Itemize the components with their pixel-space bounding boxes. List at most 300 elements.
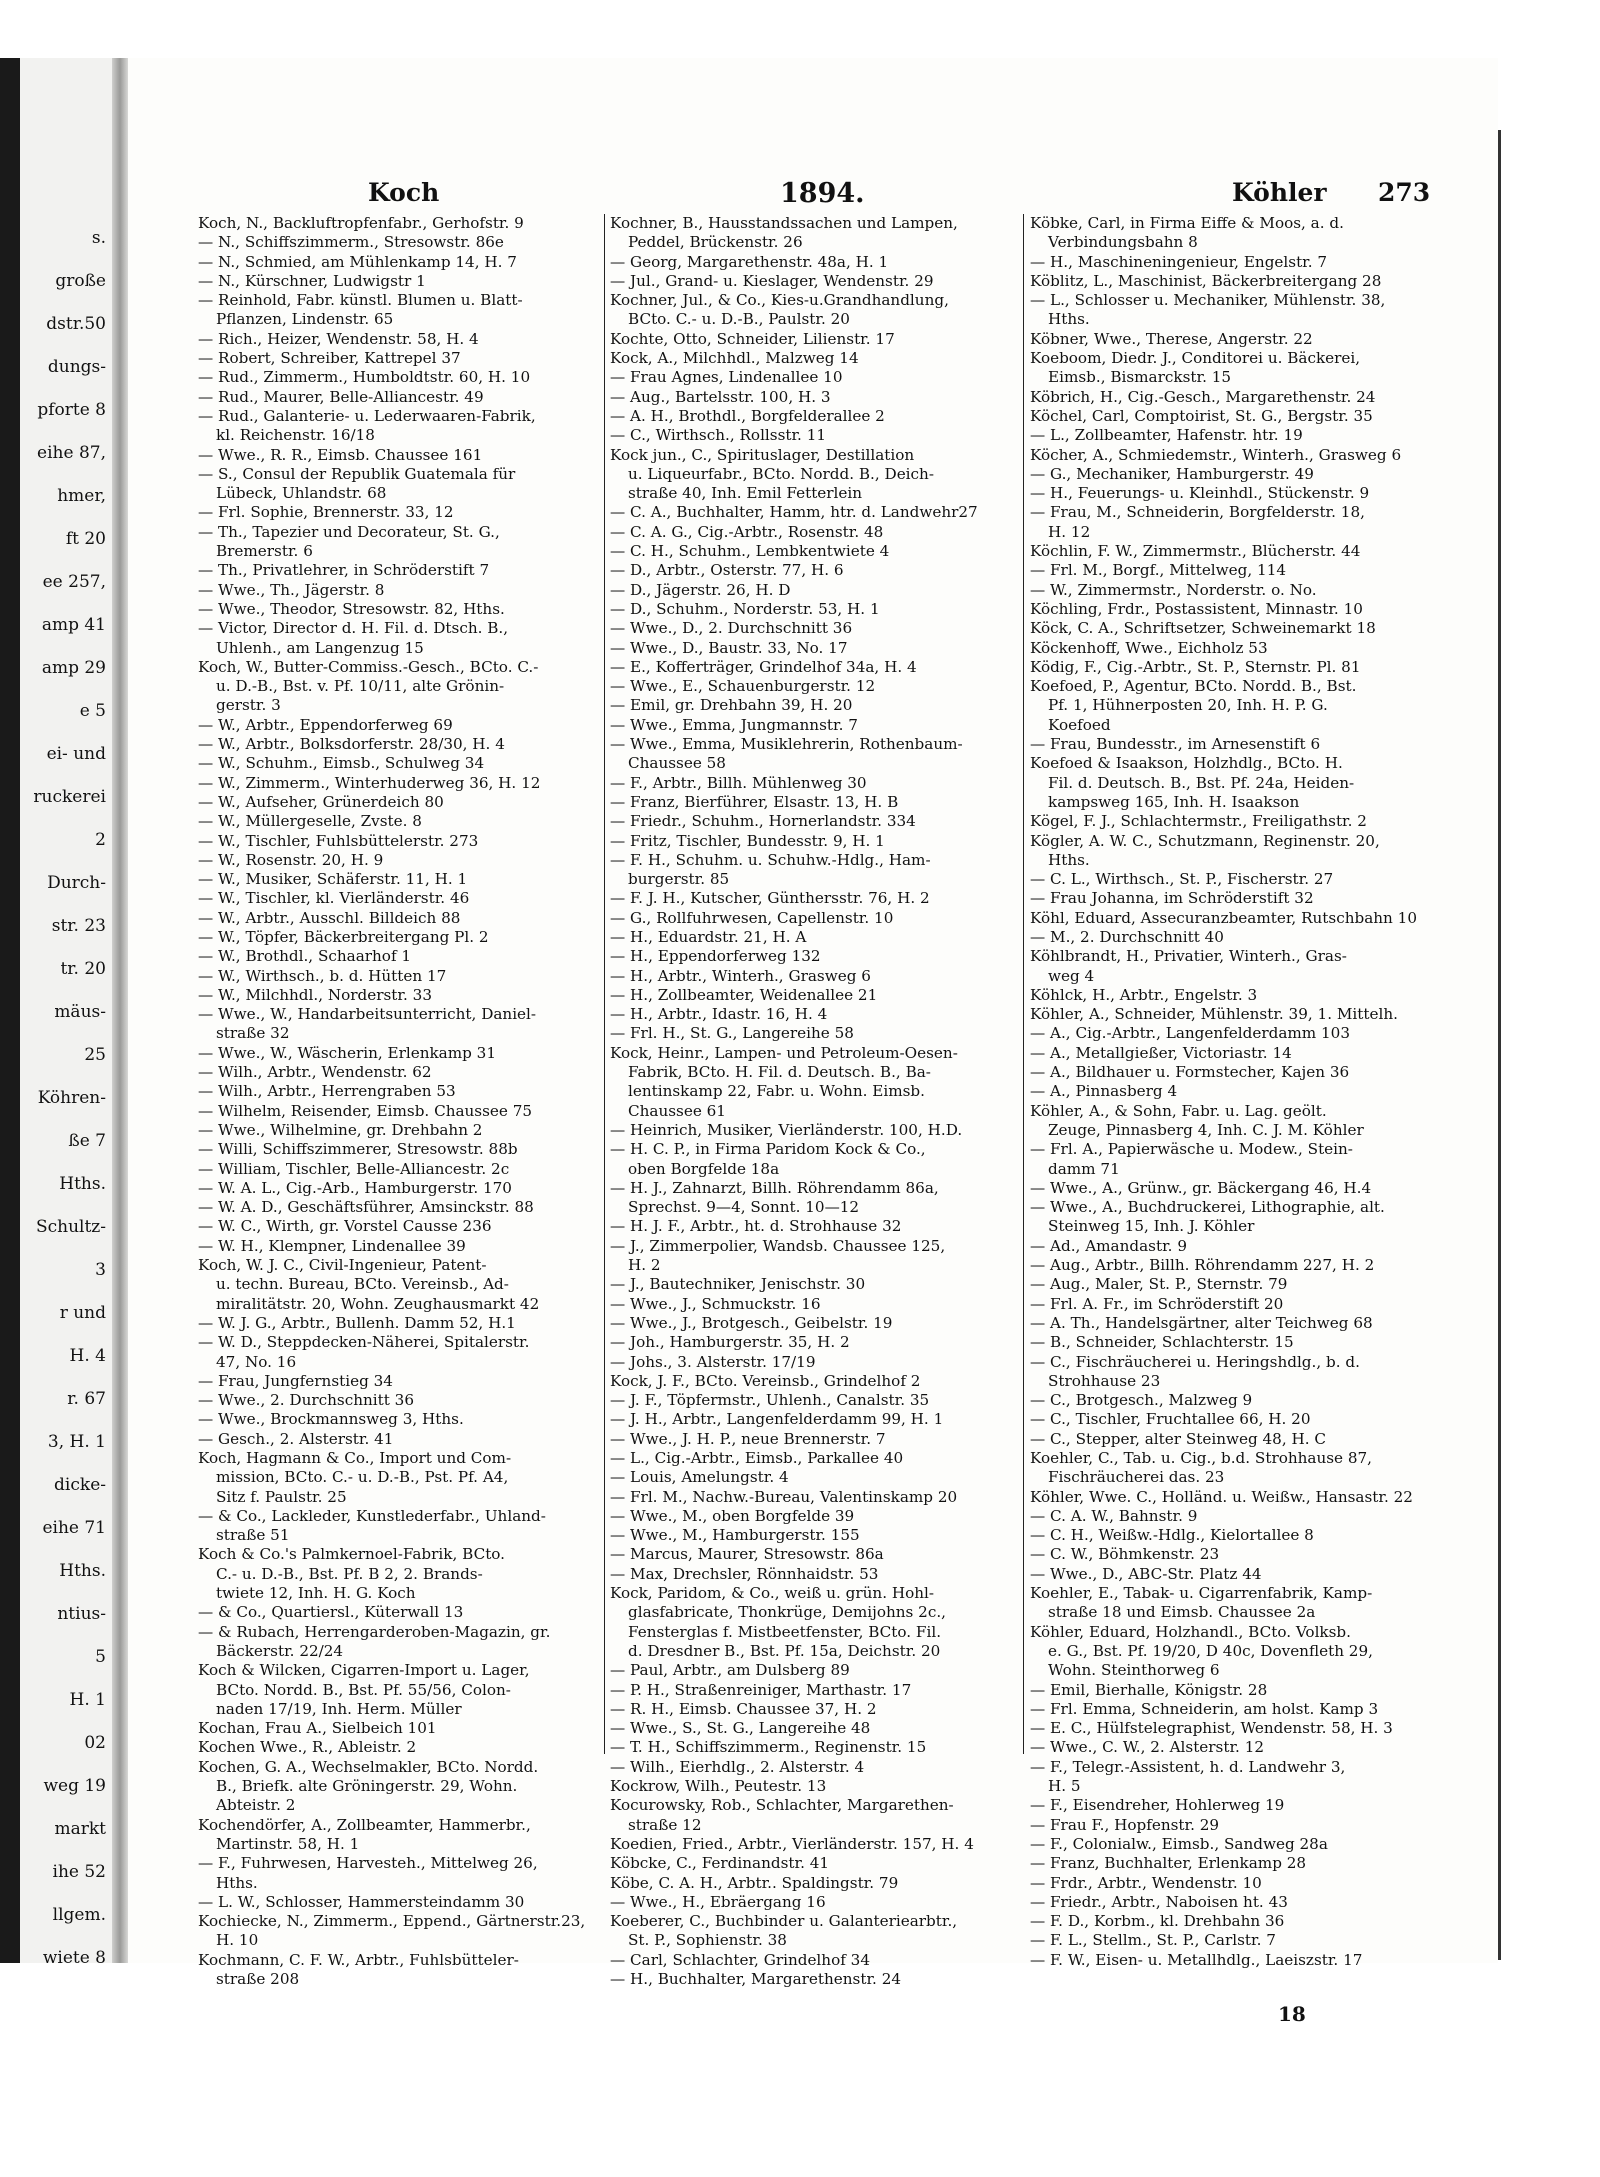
directory-entry: — C. H., Schuhm., Lembkentwiete 4 <box>610 542 890 561</box>
directory-entry: Koehler, C., Tab. u. Cig., b.d. Strohhause 87, <box>1030 1449 1373 1467</box>
prev-page-text: ei- und <box>46 744 106 764</box>
directory-entry: — L., Schlosser u. Mechaniker, Mühlenstr. 38, <box>1030 291 1386 310</box>
directory-entry: — Wwe., J. H. P., neue Brennerstr. 7 <box>610 1429 886 1448</box>
directory-entry: — D., Arbtr., Osterstr. 77, H. 6 <box>610 561 844 580</box>
directory-entry-continuation: kampsweg 165, Inh. H. Isaakson <box>1048 792 1300 811</box>
directory-entry: Köck, C. A., Schriftsetzer, Schweinemarkt 18 <box>1030 619 1376 638</box>
directory-entry: Kock, J. F., BCto. Vereinsb., Grindelhof 2 <box>610 1371 921 1390</box>
directory-entry: — Wwe., R. R., Eimsb. Chaussee 161 <box>198 445 483 464</box>
directory-entry: — A. H., Brothdl., Borgfelderallee 2 <box>610 406 885 425</box>
directory-entry-continuation: Uhlenh., am Langenzug 15 <box>216 638 424 657</box>
directory-entry: — Frdr., Arbtr., Wendenstr. 10 <box>1030 1873 1262 1892</box>
prev-page-text: dstr.50 <box>46 314 106 334</box>
prev-page-text: amp 41 <box>41 615 106 635</box>
directory-entry: — W. D., Steppdecken-Näherei, Spitalerstr. <box>198 1333 530 1352</box>
directory-entry-continuation: gerstr. 3 <box>216 696 281 715</box>
directory-entry: Kochner, B., Hausstandssachen und Lampen, <box>610 214 958 232</box>
directory-entry: Köbcke, C., Ferdinandstr. 41 <box>610 1854 830 1873</box>
directory-entry-continuation: BCto. C.- u. D.-B., Paulstr. 20 <box>628 310 850 329</box>
prev-page-text: eihe 87, <box>37 443 106 463</box>
directory-entry: — C., Stepper, alter Steinweg 48, H. C <box>1030 1429 1327 1448</box>
directory-entry: — Georg, Margarethenstr. 48a, H. 1 <box>610 252 889 271</box>
directory-entry: — H., Arbtr., Idastr. 16, H. 4 <box>610 1005 828 1024</box>
prev-page-text: ee 257, <box>42 572 106 592</box>
directory-entry: — Wwe., A., Buchdruckerei, Lithographie, alt. <box>1030 1198 1385 1217</box>
directory-entry-continuation: miralitätstr. 20, Wohn. Zeughausmarkt 42 <box>216 1294 540 1313</box>
directory-entry: — C. A. W., Bahnstr. 9 <box>1030 1506 1198 1525</box>
directory-entry-continuation: Strohhause 23 <box>1048 1371 1161 1390</box>
directory-entry: — W., Aufseher, Grünerdeich 80 <box>198 792 444 811</box>
directory-entry: Kögler, A. W. C., Schutzmann, Reginenstr. 20, <box>1030 831 1380 850</box>
directory-entry: — Wwe., M., Hamburgerstr. 155 <box>610 1526 860 1545</box>
prev-page-text: markt <box>54 1819 106 1839</box>
directory-entry: Köhler, Wwe. C., Holländ. u. Weißw., Hansastr. 22 <box>1030 1487 1413 1506</box>
directory-entry: — W., Töpfer, Bäckerbreitergang Pl. 2 <box>198 927 489 946</box>
prev-page-text: 2 <box>95 830 106 850</box>
directory-entry-continuation: Eimsb., Bismarckstr. 15 <box>1048 368 1232 387</box>
directory-entry: — Rud., Maurer, Belle-Alliancestr. 49 <box>198 387 484 406</box>
directory-entry: Kockrow, Wilh., Peutestr. 13 <box>610 1777 827 1796</box>
directory-entry: — Wwe., D., Baustr. 33, No. 17 <box>610 638 848 657</box>
directory-entry-continuation: u. Liqueurfabr., BCto. Nordd. B., Deich- <box>628 464 934 483</box>
directory-entry-continuation: Chaussee 58 <box>628 754 726 773</box>
directory-entry: — Joh., Hamburgerstr. 35, H. 2 <box>610 1333 850 1352</box>
running-head-year: 1894. <box>780 178 865 209</box>
directory-entry: — W., Schuhm., Eimsb., Schulweg 34 <box>198 754 485 773</box>
directory-entry-continuation: e. G., Bst. Pf. 19/20, D 40c, Dovenfleth 29, <box>1048 1641 1373 1660</box>
directory-entry: — H. C. P., in Firma Paridom Kock & Co., <box>610 1140 926 1159</box>
directory-entry: Kögel, F. J., Schlachtermstr., Freiligathstr. 2 <box>1030 812 1367 831</box>
prev-page-text: Durch- <box>47 873 106 893</box>
directory-entry: Köchling, Frdr., Postassistent, Minnastr. 10 <box>1030 599 1363 618</box>
prev-page-text: amp 29 <box>41 658 106 678</box>
directory-entry: Kochmann, C. F. W., Arbtr., Fuhlsbütteler- <box>198 1950 519 1969</box>
directory-entry: — Wwe., J., Schmuckstr. 16 <box>610 1294 821 1313</box>
page-edge <box>1498 130 1501 1960</box>
directory-entry: — C. L., Wirthsch., St. P., Fischerstr. 27 <box>1030 870 1334 889</box>
directory-entry-continuation: twiete 12, Inh. H. G. Koch <box>216 1584 416 1603</box>
directory-entry: Kock, Paridom, & Co., weiß u. grün. Hohl- <box>610 1584 935 1603</box>
directory-entry: — Emil, gr. Drehbahn 39, H. 20 <box>610 696 853 715</box>
prev-page-text: ihe 52 <box>52 1862 106 1882</box>
directory-entry: Köbrich, H., Cig.-Gesch., Margarethenstr. 24 <box>1030 387 1376 406</box>
directory-entry: — L., Zollbeamter, Hafenstr. htr. 19 <box>1030 426 1303 445</box>
directory-entry-continuation: H. 10 <box>216 1931 259 1950</box>
directory-entry: — Wwe., H., Ebräergang 16 <box>610 1892 826 1911</box>
directory-entry: — W. A. L., Cig.-Arb., Hamburgerstr. 170 <box>198 1178 512 1197</box>
directory-column-middle <box>610 214 1020 1989</box>
directory-entry: Köhlbrandt, H., Privatier, Winterh., Gras- <box>1030 947 1347 966</box>
directory-entry-continuation: BCto. Nordd. B., Bst. Pf. 55/56, Colon- <box>216 1680 511 1699</box>
directory-entry: — R. H., Eimsb. Chaussee 37, H. 2 <box>610 1699 877 1718</box>
directory-entry: Köhl, Eduard, Assecuranzbeamter, Rutschbahn 10 <box>1030 908 1417 927</box>
directory-entry: — N., Kürschner, Ludwigstr 1 <box>198 271 426 290</box>
directory-entry: — Wwe., J., Brotgesch., Geibelstr. 19 <box>610 1313 893 1332</box>
directory-entry-continuation: Wohn. Steinthorweg 6 <box>1048 1661 1220 1680</box>
directory-entry: — C., Wirthsch., Rollsstr. 11 <box>610 426 827 445</box>
directory-entry: — Aug., Maler, St. P., Sternstr. 79 <box>1030 1275 1288 1294</box>
directory-entry: — W., Zimmerm., Winterhuderweg 36, H. 12 <box>198 773 541 792</box>
directory-entry: — H., Zollbeamter, Weidenallee 21 <box>610 985 878 1004</box>
directory-entry-continuation: glasfabricate, Thonkrüge, Demijohns 2c., <box>628 1603 946 1622</box>
directory-entry: — C. A. G., Cig.-Arbtr., Rosenstr. 48 <box>610 522 884 541</box>
directory-entry: — B., Schneider, Schlachterstr. 15 <box>1030 1333 1294 1352</box>
prev-page-text: mäus- <box>54 1002 106 1022</box>
directory-entry-continuation: Lübeck, Uhlandstr. 68 <box>216 484 387 503</box>
directory-entry-continuation: Koefoed <box>1048 715 1111 734</box>
directory-entry: — Frl. M., Borgf., Mittelweg, 114 <box>1030 561 1287 580</box>
directory-entry: — C., Fischräucherei u. Heringshdlg., b. d. <box>1030 1352 1360 1371</box>
directory-entry: — William, Tischler, Belle-Alliancestr. 2c <box>198 1159 510 1178</box>
column-rule <box>604 214 605 1754</box>
directory-entry: — Willi, Schiffszimmerer, Stresowstr. 88b <box>198 1140 518 1159</box>
directory-entry-continuation: 47, No. 16 <box>216 1352 297 1371</box>
directory-entry: — W., Arbtr., Bolksdorferstr. 28/30, H. 4 <box>198 735 505 754</box>
prev-page-text: r. 67 <box>67 1389 106 1409</box>
prev-page-text: weg 19 <box>43 1776 106 1796</box>
directory-entry-continuation: straße 208 <box>216 1970 300 1989</box>
prev-page-text: tr. 20 <box>60 959 106 979</box>
directory-entry-continuation: d. Dresdner B., Bst. Pf. 15a, Deichstr. 20 <box>628 1641 941 1660</box>
directory-entry-continuation: St. P., Sophienstr. 38 <box>628 1931 787 1950</box>
directory-entry: — Marcus, Maurer, Stresowstr. 86a <box>610 1545 884 1564</box>
directory-entry: Kochen, G. A., Wechselmakler, BCto. Nordd. <box>198 1757 539 1776</box>
prev-page-text: e 5 <box>79 701 106 721</box>
directory-entry: — Frl. A., Papierwäsche u. Modew., Stein- <box>1030 1140 1353 1159</box>
directory-entry: Koeboom, Diedr. J., Conditorei u. Bäckerei, <box>1030 349 1361 368</box>
prev-page-text: ße 7 <box>68 1131 106 1151</box>
directory-entry-continuation: Fabrik, BCto. H. Fil. d. Deutsch. B., Ba- <box>628 1063 931 1082</box>
directory-entry: — Frl. Sophie, Brennerstr. 33, 12 <box>198 503 454 522</box>
prev-page-text: wiete 8 <box>42 1948 106 1968</box>
page-number: 273 <box>1378 178 1431 207</box>
prev-page-text: 3 <box>95 1260 106 1280</box>
directory-entry: — Wwe., C. W., 2. Alsterstr. 12 <box>1030 1738 1265 1757</box>
directory-entry: — F. D., Korbm., kl. Drehbahn 36 <box>1030 1912 1285 1931</box>
prev-page-text: Hths. <box>59 1174 106 1194</box>
directory-entry-continuation: Fil. d. Deutsch. B., Bst. Pf. 24a, Heiden- <box>1048 773 1355 792</box>
directory-entry: — Th., Tapezier und Decorateur, St. G., <box>198 522 500 541</box>
directory-entry: — Rud., Galanterie- u. Lederwaaren-Fabrik, <box>198 406 536 425</box>
directory-entry: — Wwe., D., 2. Durchschnitt 36 <box>610 619 853 638</box>
prev-page-text: ntius- <box>57 1604 106 1624</box>
directory-entry: Köhlck, H., Arbtr., Engelstr. 3 <box>1030 985 1258 1004</box>
directory-entry: — G., Rollfuhrwesen, Capellenstr. 10 <box>610 908 894 927</box>
directory-entry-continuation: Hths. <box>216 1873 258 1892</box>
directory-entry-continuation: straße 51 <box>216 1526 290 1545</box>
directory-entry: — W. A. D., Geschäftsführer, Amsinckstr. 88 <box>198 1198 534 1217</box>
directory-entry: — W., Müllergeselle, Zvste. 8 <box>198 812 422 831</box>
prev-page-text: hmer, <box>57 486 106 506</box>
directory-entry: — W., Zimmermstr., Norderstr. o. No. <box>1030 580 1317 599</box>
directory-entry: — F., Fuhrwesen, Harvesteh., Mittelweg 26, <box>198 1854 538 1873</box>
directory-entry: — H., Buchhalter, Margarethenstr. 24 <box>610 1970 902 1989</box>
directory-entry: — Frau, Jungfernstieg 34 <box>198 1371 393 1390</box>
directory-entry-continuation: u. techn. Bureau, BCto. Vereinsb., Ad- <box>216 1275 509 1294</box>
directory-entry: — Wilhelm, Reisender, Eimsb. Chaussee 75 <box>198 1101 533 1120</box>
directory-entry: Köbner, Wwe., Therese, Angerstr. 22 <box>1030 329 1313 348</box>
directory-entry: — Reinhold, Fabr. künstl. Blumen u. Blatt- <box>198 291 523 310</box>
directory-entry-continuation: kl. Reichenstr. 16/18 <box>216 426 375 445</box>
directory-entry: — Wwe., W., Wäscherin, Erlenkamp 31 <box>198 1043 497 1062</box>
column-rule <box>1023 214 1024 1754</box>
directory-entry: Köhler, A., Schneider, Mühlenstr. 39, 1. Mittelh. <box>1030 1005 1398 1024</box>
directory-entry: — Rich., Heizer, Wendenstr. 58, H. 4 <box>198 329 479 348</box>
directory-entry: — W. C., Wirth, gr. Vorstel Causse 236 <box>198 1217 492 1236</box>
signature-mark: 18 <box>1278 2002 1306 2026</box>
directory-entry: Koch, W. J. C., Civil-Ingenieur, Patent- <box>198 1256 487 1275</box>
directory-entry: Koch, W., Butter-Commiss.-Gesch., BCto. C.- <box>198 657 539 676</box>
directory-entry: — Frl. A. Fr., im Schröderstift 20 <box>1030 1294 1284 1313</box>
directory-entry: — C. A., Buchhalter, Hamm, htr. d. Landwehr27 <box>610 503 978 522</box>
directory-entry: — W., Arbtr., Ausschl. Billdeich 88 <box>198 908 461 927</box>
directory-entry: Koch, N., Backluftropfenfabr., Gerhofstr. 9 <box>198 214 524 232</box>
directory-entry: — F. L., Stellm., St. P., Carlstr. 7 <box>1030 1931 1276 1950</box>
directory-entry: — Wwe., A., Grünw., gr. Bäckergang 46, H.4 <box>1030 1178 1372 1197</box>
directory-entry: — W., Milchhdl., Norderstr. 33 <box>198 985 432 1004</box>
prev-page-text: H. 4 <box>69 1346 106 1366</box>
running-head-right: Köhler <box>1232 178 1327 207</box>
directory-entry-continuation: Hths. <box>1048 850 1090 869</box>
directory-entry: — Frl. Emma, Schneiderin, am holst. Kamp 3 <box>1030 1699 1379 1718</box>
directory-entry: — Frau, Bundesstr., im Arnesenstift 6 <box>1030 735 1321 754</box>
directory-entry: — H., Arbtr., Winterh., Grasweg 6 <box>610 966 871 985</box>
directory-entry: — H., Eppendorferweg 132 <box>610 947 821 966</box>
directory-entry: — E., Kofferträger, Grindelhof 34a, H. 4 <box>610 657 917 676</box>
directory-entry: — H., Eduardstr. 21, H. A <box>610 927 807 946</box>
directory-entry: — Johs., 3. Alsterstr. 17/19 <box>610 1352 816 1371</box>
directory-entry-continuation: oben Borgfelde 18a <box>628 1159 780 1178</box>
directory-entry: — D., Schuhm., Norderstr. 53, H. 1 <box>610 599 880 618</box>
directory-entry: — Carl, Schlachter, Grindelhof 34 <box>610 1950 870 1969</box>
directory-entry-continuation: damm 71 <box>1048 1159 1120 1178</box>
prev-page-text: 25 <box>84 1045 106 1065</box>
directory-entry: — Heinrich, Musiker, Vierländerstr. 100, H.D. <box>610 1120 963 1139</box>
directory-entry: — Wwe., D., ABC-Str. Platz 44 <box>1030 1564 1262 1583</box>
previous-page-fragment <box>20 58 112 1968</box>
directory-entry-continuation: Peddel, Brückenstr. 26 <box>628 233 803 252</box>
prev-page-text: 02 <box>84 1733 106 1753</box>
directory-entry: — Wwe., E., Schauenburgerstr. 12 <box>610 677 876 696</box>
directory-entry: — Frau Johanna, im Schröderstift 32 <box>1030 889 1314 908</box>
directory-entry: — Wwe., Emma, Jungmannstr. 7 <box>610 715 858 734</box>
directory-entry: — A., Bildhauer u. Formstecher, Kajen 36 <box>1030 1063 1350 1082</box>
directory-entry: — Aug., Arbtr., Billh. Röhrendamm 227, H. 2 <box>1030 1256 1375 1275</box>
directory-entry-continuation: Pf. 1, Hühnerposten 20, Inh. H. P. G. <box>1048 696 1328 715</box>
prev-page-text: str. 23 <box>51 916 106 936</box>
directory-entry-continuation: Sitz f. Paulstr. 25 <box>216 1487 347 1506</box>
directory-entry: — T. H., Schiffszimmerm., Reginenstr. 15 <box>610 1738 927 1757</box>
prev-page-text: s. <box>91 228 106 248</box>
directory-entry: — Ad., Amandastr. 9 <box>1030 1236 1187 1255</box>
directory-entry: Köbe, C. A. H., Arbtr.. Spaldingstr. 79 <box>610 1873 899 1892</box>
directory-entry: — Wilh., Arbtr., Herrengraben 53 <box>198 1082 456 1101</box>
directory-entry: — A. Th., Handelsgärtner, alter Teichweg 68 <box>1030 1313 1373 1332</box>
directory-entry: — L. W., Schlosser, Hammersteindamm 30 <box>198 1892 525 1911</box>
directory-entry: — H., Feuerungs- u. Kleinhdl., Stückenstr. 9 <box>1030 484 1370 503</box>
directory-entry: — Jul., Grand- u. Kieslager, Wendenstr. 29 <box>610 271 934 290</box>
directory-entry: — W., Tischler, kl. Vierländerstr. 46 <box>198 889 470 908</box>
directory-entry: Koedien, Fried., Arbtr., Vierländerstr. 157, H. 4 <box>610 1834 974 1853</box>
directory-entry: — C. H., Weißw.-Hdlg., Kielortallee 8 <box>1030 1526 1314 1545</box>
prev-page-text: Hths. <box>59 1561 106 1581</box>
directory-entry-continuation: mission, BCto. C.- u. D.-B., Pst. Pf. A4, <box>216 1468 509 1487</box>
prev-page-text: Schultz- <box>35 1217 106 1237</box>
directory-entry: — S., Consul der Republik Guatemala für <box>198 464 516 483</box>
directory-entry: — W., Wirthsch., b. d. Hütten 17 <box>198 966 447 985</box>
prev-page-text: r und <box>59 1303 106 1323</box>
directory-entry: — W., Brothdl., Schaarhof 1 <box>198 947 412 966</box>
directory-entry-continuation: Martinstr. 58, H. 1 <box>216 1834 360 1853</box>
directory-entry: Koeberer, C., Buchbinder u. Galanteriearbtr., <box>610 1912 958 1931</box>
directory-entry-continuation: u. D.-B., Bst. v. Pf. 10/11, alte Grönin- <box>216 677 505 696</box>
directory-entry-continuation: Sprechst. 9—4, Sonnt. 10—12 <box>628 1198 860 1217</box>
directory-entry: — Emil, Bierhalle, Königstr. 28 <box>1030 1680 1268 1699</box>
directory-entry: — W., Musiker, Schäferstr. 11, H. 1 <box>198 870 468 889</box>
directory-entry: Köbke, Carl, in Firma Eiffe & Moos, a. d. <box>1030 214 1344 232</box>
directory-entry: — Frl. M., Nachw.-Bureau, Valentinskamp 20 <box>610 1487 958 1506</box>
prev-page-text: llgem. <box>52 1905 106 1925</box>
prev-page-text: Köhren- <box>37 1088 106 1108</box>
directory-entry: Köchel, Carl, Comptoirist, St. G., Bergstr. 35 <box>1030 406 1373 425</box>
directory-entry: — F., Telegr.-Assistent, h. d. Landwehr 3, <box>1030 1757 1346 1776</box>
directory-entry: Köhler, Eduard, Holzhandl., BCto. Volksb. <box>1030 1622 1351 1641</box>
directory-entry-continuation: straße 18 und Eimsb. Chaussee 2a <box>1048 1603 1316 1622</box>
prev-page-text: dungs- <box>47 357 106 377</box>
directory-entry: — N., Schiffszimmerm., Stresowstr. 86e <box>198 233 504 252</box>
directory-entry: — F. H., Schuhm. u. Schuhw.-Hdlg., Ham- <box>610 850 931 869</box>
directory-entry: — Gesch., 2. Alsterstr. 41 <box>198 1429 394 1448</box>
directory-entry: — Wwe., Th., Jägerstr. 8 <box>198 580 385 599</box>
directory-entry: Köblitz, L., Maschinist, Bäckerbreitergang 28 <box>1030 271 1382 290</box>
directory-entry-continuation: weg 4 <box>1048 966 1095 985</box>
book-spine-shadow <box>0 58 20 1963</box>
prev-page-text: ruckerei <box>33 787 106 807</box>
directory-entry: — W., Tischler, Fuhlsbüttelerstr. 273 <box>198 831 479 850</box>
directory-entry: — Wwe., Theodor, Stresowstr. 82, Hths. <box>198 599 505 618</box>
prev-page-text: H. 1 <box>69 1690 106 1710</box>
directory-entry: Koch, Hagmann & Co., Import und Com- <box>198 1449 512 1467</box>
directory-entry: Kocurowsky, Rob., Schlachter, Margarethen- <box>610 1796 954 1815</box>
directory-entry: Köcher, A., Schmiedemstr., Winterh., Grasweg 6 <box>1030 445 1402 464</box>
directory-entry: Koch & Wilcken, Cigarren-Import u. Lager, <box>198 1661 530 1680</box>
directory-entry: — J. H., Arbtr., Langenfelderdamm 99, H. 1 <box>610 1410 944 1429</box>
directory-entry: — Wwe., Brockmannsweg 3, Hths. <box>198 1410 464 1429</box>
directory-entry: — Wwe., 2. Durchschnitt 36 <box>198 1391 414 1410</box>
directory-entry: — W. H., Klempner, Lindenallee 39 <box>198 1236 466 1255</box>
prev-page-text: ft 20 <box>65 529 106 549</box>
directory-entry-continuation: Steinweg 15, Inh. J. Köhler <box>1048 1217 1255 1236</box>
directory-entry-continuation: B., Briefk. alte Gröningerstr. 29, Wohn. <box>216 1777 518 1796</box>
directory-entry: — Franz, Buchhalter, Erlenkamp 28 <box>1030 1854 1307 1873</box>
directory-entry: — Paul, Arbtr., am Dulsberg 89 <box>610 1661 850 1680</box>
directory-entry: Koefoed & Isaakson, Holzhdlg., BCto. H. <box>1030 754 1343 773</box>
book-gutter <box>112 58 128 1963</box>
directory-entry: Kock, Heinr., Lampen- und Petroleum-Oesen- <box>610 1043 958 1062</box>
directory-entry: — Frau, M., Schneiderin, Borgfelderstr. 18, <box>1030 503 1365 522</box>
directory-entry-continuation: Bäckerstr. 22/24 <box>216 1641 344 1660</box>
directory-entry: — Franz, Bierführer, Elsastr. 13, H. B <box>610 792 899 811</box>
directory-entry: — P. H., Straßenreiniger, Marthastr. 17 <box>610 1680 912 1699</box>
directory-entry: — Wilh., Arbtr., Wendenstr. 62 <box>198 1063 432 1082</box>
directory-entry: — Friedr., Arbtr., Naboisen ht. 43 <box>1030 1892 1288 1911</box>
directory-entry: — H., Maschineningenieur, Engelstr. 7 <box>1030 252 1328 271</box>
directory-entry: Kochte, Otto, Schneider, Lilienstr. 17 <box>610 329 895 348</box>
directory-entry: — Rud., Zimmerm., Humboldtstr. 60, H. 10 <box>198 368 531 387</box>
directory-entry: — Aug., Bartelsstr. 100, H. 3 <box>610 387 831 406</box>
directory-entry: — Fritz, Tischler, Bundesstr. 9, H. 1 <box>610 831 885 850</box>
directory-entry: — Wilh., Eierhdlg., 2. Alsterstr. 4 <box>610 1757 865 1776</box>
directory-entry: Köhler, A., & Sohn, Fabr. u. Lag. geölt. <box>1030 1101 1327 1120</box>
directory-entry: — W., Rosenstr. 20, H. 9 <box>198 850 384 869</box>
directory-entry: — Louis, Amelungstr. 4 <box>610 1468 789 1487</box>
directory-entry-continuation: H. 12 <box>1048 522 1091 541</box>
prev-page-text: große <box>55 271 106 291</box>
directory-entry: — Wwe., S., St. G., Langereihe 48 <box>610 1719 871 1738</box>
directory-column-left <box>198 214 602 1989</box>
directory-entry: — E. C., Hülfstelegraphist, Wendenstr. 58, H. 3 <box>1030 1719 1393 1738</box>
directory-entry: — D., Jägerstr. 26, H. D <box>610 580 791 599</box>
prev-page-text: 5 <box>95 1647 106 1667</box>
directory-entry: — C., Tischler, Fruchtallee 66, H. 20 <box>1030 1410 1311 1429</box>
directory-entry: — J., Bautechniker, Jenischstr. 30 <box>610 1275 866 1294</box>
directory-entry-continuation: Fensterglas f. Mistbeetfenster, BCto. Fil. <box>628 1622 942 1641</box>
directory-entry: — Th., Privatlehrer, in Schröderstift 7 <box>198 561 490 580</box>
directory-entry: — F., Arbtr., Billh. Mühlenweg 30 <box>610 773 867 792</box>
directory-entry: — A., Cig.-Arbtr., Langenfelderdamm 103 <box>1030 1024 1350 1043</box>
directory-entry: — & Co., Lackleder, Kunstlederfabr., Uhland- <box>198 1506 546 1525</box>
directory-entry: — J. F., Töpfermstr., Uhlenh., Canalstr. 35 <box>610 1391 930 1410</box>
directory-entry: Kock jun., C., Spirituslager, Destillation <box>610 445 915 464</box>
directory-entry-continuation: Abteistr. 2 <box>216 1796 296 1815</box>
directory-entry: — F. J. H., Kutscher, Günthersstr. 76, H. 2 <box>610 889 930 908</box>
directory-entry: — C. W., Böhmkenstr. 23 <box>1030 1545 1220 1564</box>
directory-entry: Koefoed, P., Agentur, BCto. Nordd. B., Bst. <box>1030 677 1357 696</box>
directory-entry: — F. W., Eisen- u. Metallhdlg., Laeiszstr. 17 <box>1030 1950 1363 1969</box>
directory-entry: Ködig, F., Cig.-Arbtr., St. P., Sternstr. Pl. 81 <box>1030 657 1361 676</box>
directory-entry: — & Rubach, Herrengarderoben-Magazin, gr. <box>198 1622 551 1641</box>
directory-entry: Koehler, E., Tabak- u. Cigarrenfabrik, Kamp- <box>1030 1584 1373 1603</box>
directory-entry: — J., Zimmerpolier, Wandsb. Chaussee 125, <box>610 1236 946 1255</box>
directory-entry: — Wwe., Emma, Musiklehrerin, Rothenbaum- <box>610 735 963 754</box>
directory-entry: — C., Brotgesch., Malzweg 9 <box>1030 1391 1253 1410</box>
directory-entry: — L., Cig.-Arbtr., Eimsb., Parkallee 40 <box>610 1449 904 1467</box>
directory-entry-continuation: straße 12 <box>628 1815 702 1834</box>
directory-entry: — Frl. H., St. G., Langereihe 58 <box>610 1024 854 1043</box>
directory-entry-continuation: burgerstr. 85 <box>628 870 730 889</box>
directory-entry-continuation: Hths. <box>1048 310 1090 329</box>
directory-entry: — Frau Agnes, Lindenallee 10 <box>610 368 843 387</box>
directory-entry: — A., Pinnasberg 4 <box>1030 1082 1178 1101</box>
directory-entry-continuation: Fischräucherei das. 23 <box>1048 1468 1225 1487</box>
directory-entry: — H. J., Zahnarzt, Billh. Röhrendamm 86a, <box>610 1178 939 1197</box>
directory-entry-continuation: Bremerstr. 6 <box>216 542 313 561</box>
directory-entry: — N., Schmied, am Mühlenkamp 14, H. 7 <box>198 252 517 271</box>
directory-entry-continuation: Pflanzen, Lindenstr. 65 <box>216 310 394 329</box>
directory-entry-continuation: H. 5 <box>1048 1777 1081 1796</box>
prev-page-text: dicke- <box>54 1475 106 1495</box>
directory-entry-continuation: H. 2 <box>628 1256 661 1275</box>
directory-entry: Kochiecke, N., Zimmerm., Eppend., Gärtnerstr.23, <box>198 1912 586 1931</box>
directory-entry: Kochner, Jul., & Co., Kies-u.Grandhandlung, <box>610 291 949 310</box>
directory-entry-continuation: Verbindungsbahn 8 <box>1048 233 1198 252</box>
directory-entry: Kochendörfer, A., Zollbeamter, Hammerbr., <box>198 1815 531 1834</box>
directory-entry-continuation: straße 32 <box>216 1024 290 1043</box>
directory-entry: — A., Metallgießer, Victoriastr. 14 <box>1030 1043 1292 1062</box>
directory-entry: — F., Colonialw., Eimsb., Sandweg 28a <box>1030 1834 1328 1853</box>
directory-entry: — F., Eisendreher, Hohlerweg 19 <box>1030 1796 1285 1815</box>
directory-entry: — & Co., Quartiersl., Küterwall 13 <box>198 1603 464 1622</box>
